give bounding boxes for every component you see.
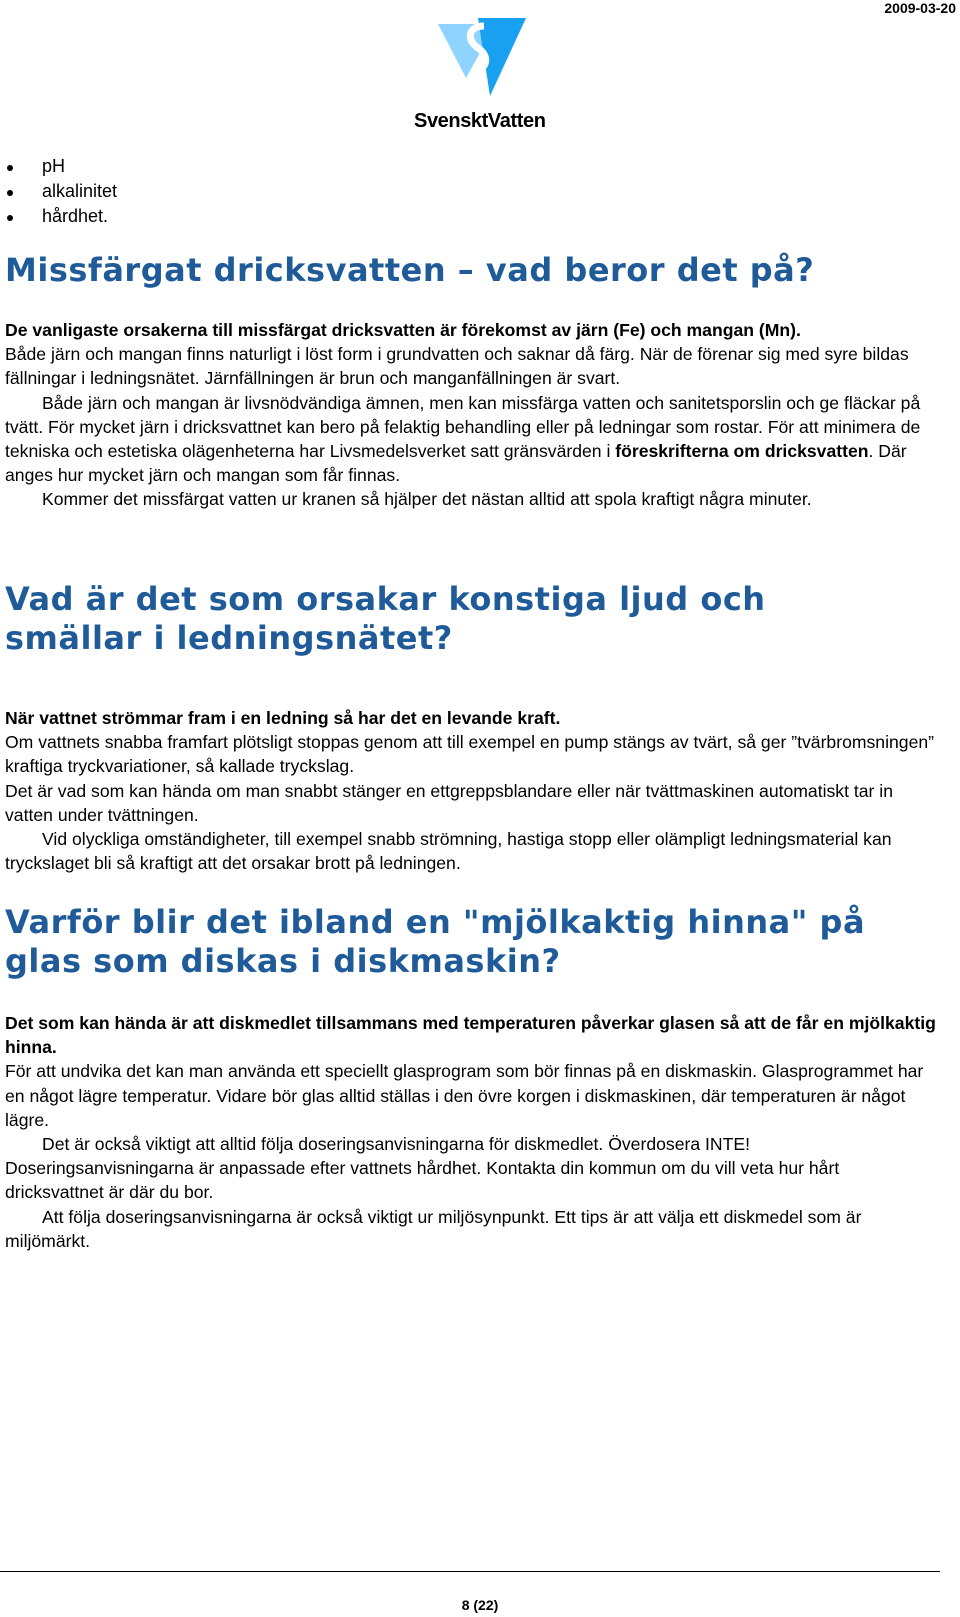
logo-text: SvensktVatten: [414, 110, 546, 132]
list-item: hårdhet.: [0, 204, 117, 229]
section2-heading: Vad är det som orsakar konstiga ljud och smällar i ledningsnätet?: [5, 580, 766, 657]
footer-divider: [0, 1571, 940, 1572]
list-item: pH: [0, 154, 117, 179]
section1-paragraph-3: Kommer det missfärgat vatten ur kranen så hjälper det nästan alltid att spola kraftigt några minuter.: [42, 489, 812, 510]
section3-paragraph-1: För att undvika det kan man använda ett speciellt glasprogram som bör finnas på en diskmaskin. Glasprogrammet har en något lägre temperatur. Vidare bör glas alltid ställas i den övre korgen i diskmaskinen, där temperaturen är något lägre.: [5, 1061, 924, 1130]
list-item: alkalinitet: [0, 179, 117, 204]
section2-paragraph-1: Om vattnets snabba framfart plötsligt stoppas genom att till exempel en pump stängs av tvärt, så ger ”tvärbromsningen” kraftiga tryckvariationer, så kallade tryckslag.: [5, 732, 934, 777]
page-number: 8 (22): [461, 1597, 499, 1613]
svenskt-vatten-logo: [410, 14, 560, 134]
section2-lead: När vattnet strömmar fram i en ledning så har det en levande kraft.: [5, 708, 561, 728]
section2-body: [5, 706, 940, 875]
section2-paragraph-2: Det är vad som kan hända om man snabbt stänger en ettgreppsblandare eller när tvättmaskinen automatiskt tar in vatten under tvättningen.: [5, 780, 893, 825]
document-date: 2009-03-20: [884, 0, 956, 16]
section3-body: [5, 1011, 940, 1253]
section3-paragraph-2: Det är också viktigt att alltid följa doseringsanvisningarna för diskmedlet. Överdosera INTE! Doseringsanvisningarna är anpassade efter vattnets hårdhet. Kontakta din kommun om du vill veta hur hårt dricksvattnet är där du bor.: [5, 1134, 840, 1203]
bullet-list: [0, 154, 117, 229]
section1-body: [5, 318, 940, 512]
section1-lead: De vanligaste orsakerna till missfärgat dricksvatten är förekomst av järn (Fe) och mangan (Mn).: [5, 320, 801, 340]
section1-heading: Missfärgat dricksvatten – vad beror det på?: [5, 251, 815, 289]
section3-lead: Det som kan hända är att diskmedlet tillsammans med temperaturen påverkar glasen så att de får en mjölkaktig hinna.: [5, 1013, 936, 1058]
regulations-link-text: föreskrifterna om dricksvatten: [615, 441, 869, 462]
section1-paragraph-2: Både järn och mangan är livsnödvändiga ämnen, men kan missfärga vatten och sanitetsporslin och ge fläckar på tvätt. För mycket järn i dricksvattnet kan bero på felaktig behandling eller på ledningar som rostar. För att minimera de tekniska och estetiska olägenheterna har Livsmedelsverket satt gränsvärden i föreskrifterna om dricksvatten. Där anges hur mycket järn och mangan som får finnas.: [5, 392, 921, 486]
section1-paragraph-1: Både järn och mangan finns naturligt i löst form i grundvatten och saknar då färg. När de förenar sig med syre bildas fällningar i ledningsnätet. Järnfällningen är brun och manganfällningen är svart.: [5, 344, 909, 389]
section3-heading: Varför blir det ibland en "mjölkaktig hinna" på glas som diskas i diskmaskin?: [5, 903, 866, 980]
section3-paragraph-3: Att följa doseringsanvisningarna är också viktigt ur miljösynpunkt. Ett tips är att välja ett diskmedel som är miljömärkt.: [5, 1206, 862, 1251]
section2-paragraph-3: Vid olyckliga omständigheter, till exempel snabb strömning, hastiga stopp eller olämpligt ledningsmaterial kan tryckslaget bli så kraftigt att det orsakar brott på ledningen.: [5, 829, 892, 874]
logo-mark-icon: [438, 16, 528, 108]
